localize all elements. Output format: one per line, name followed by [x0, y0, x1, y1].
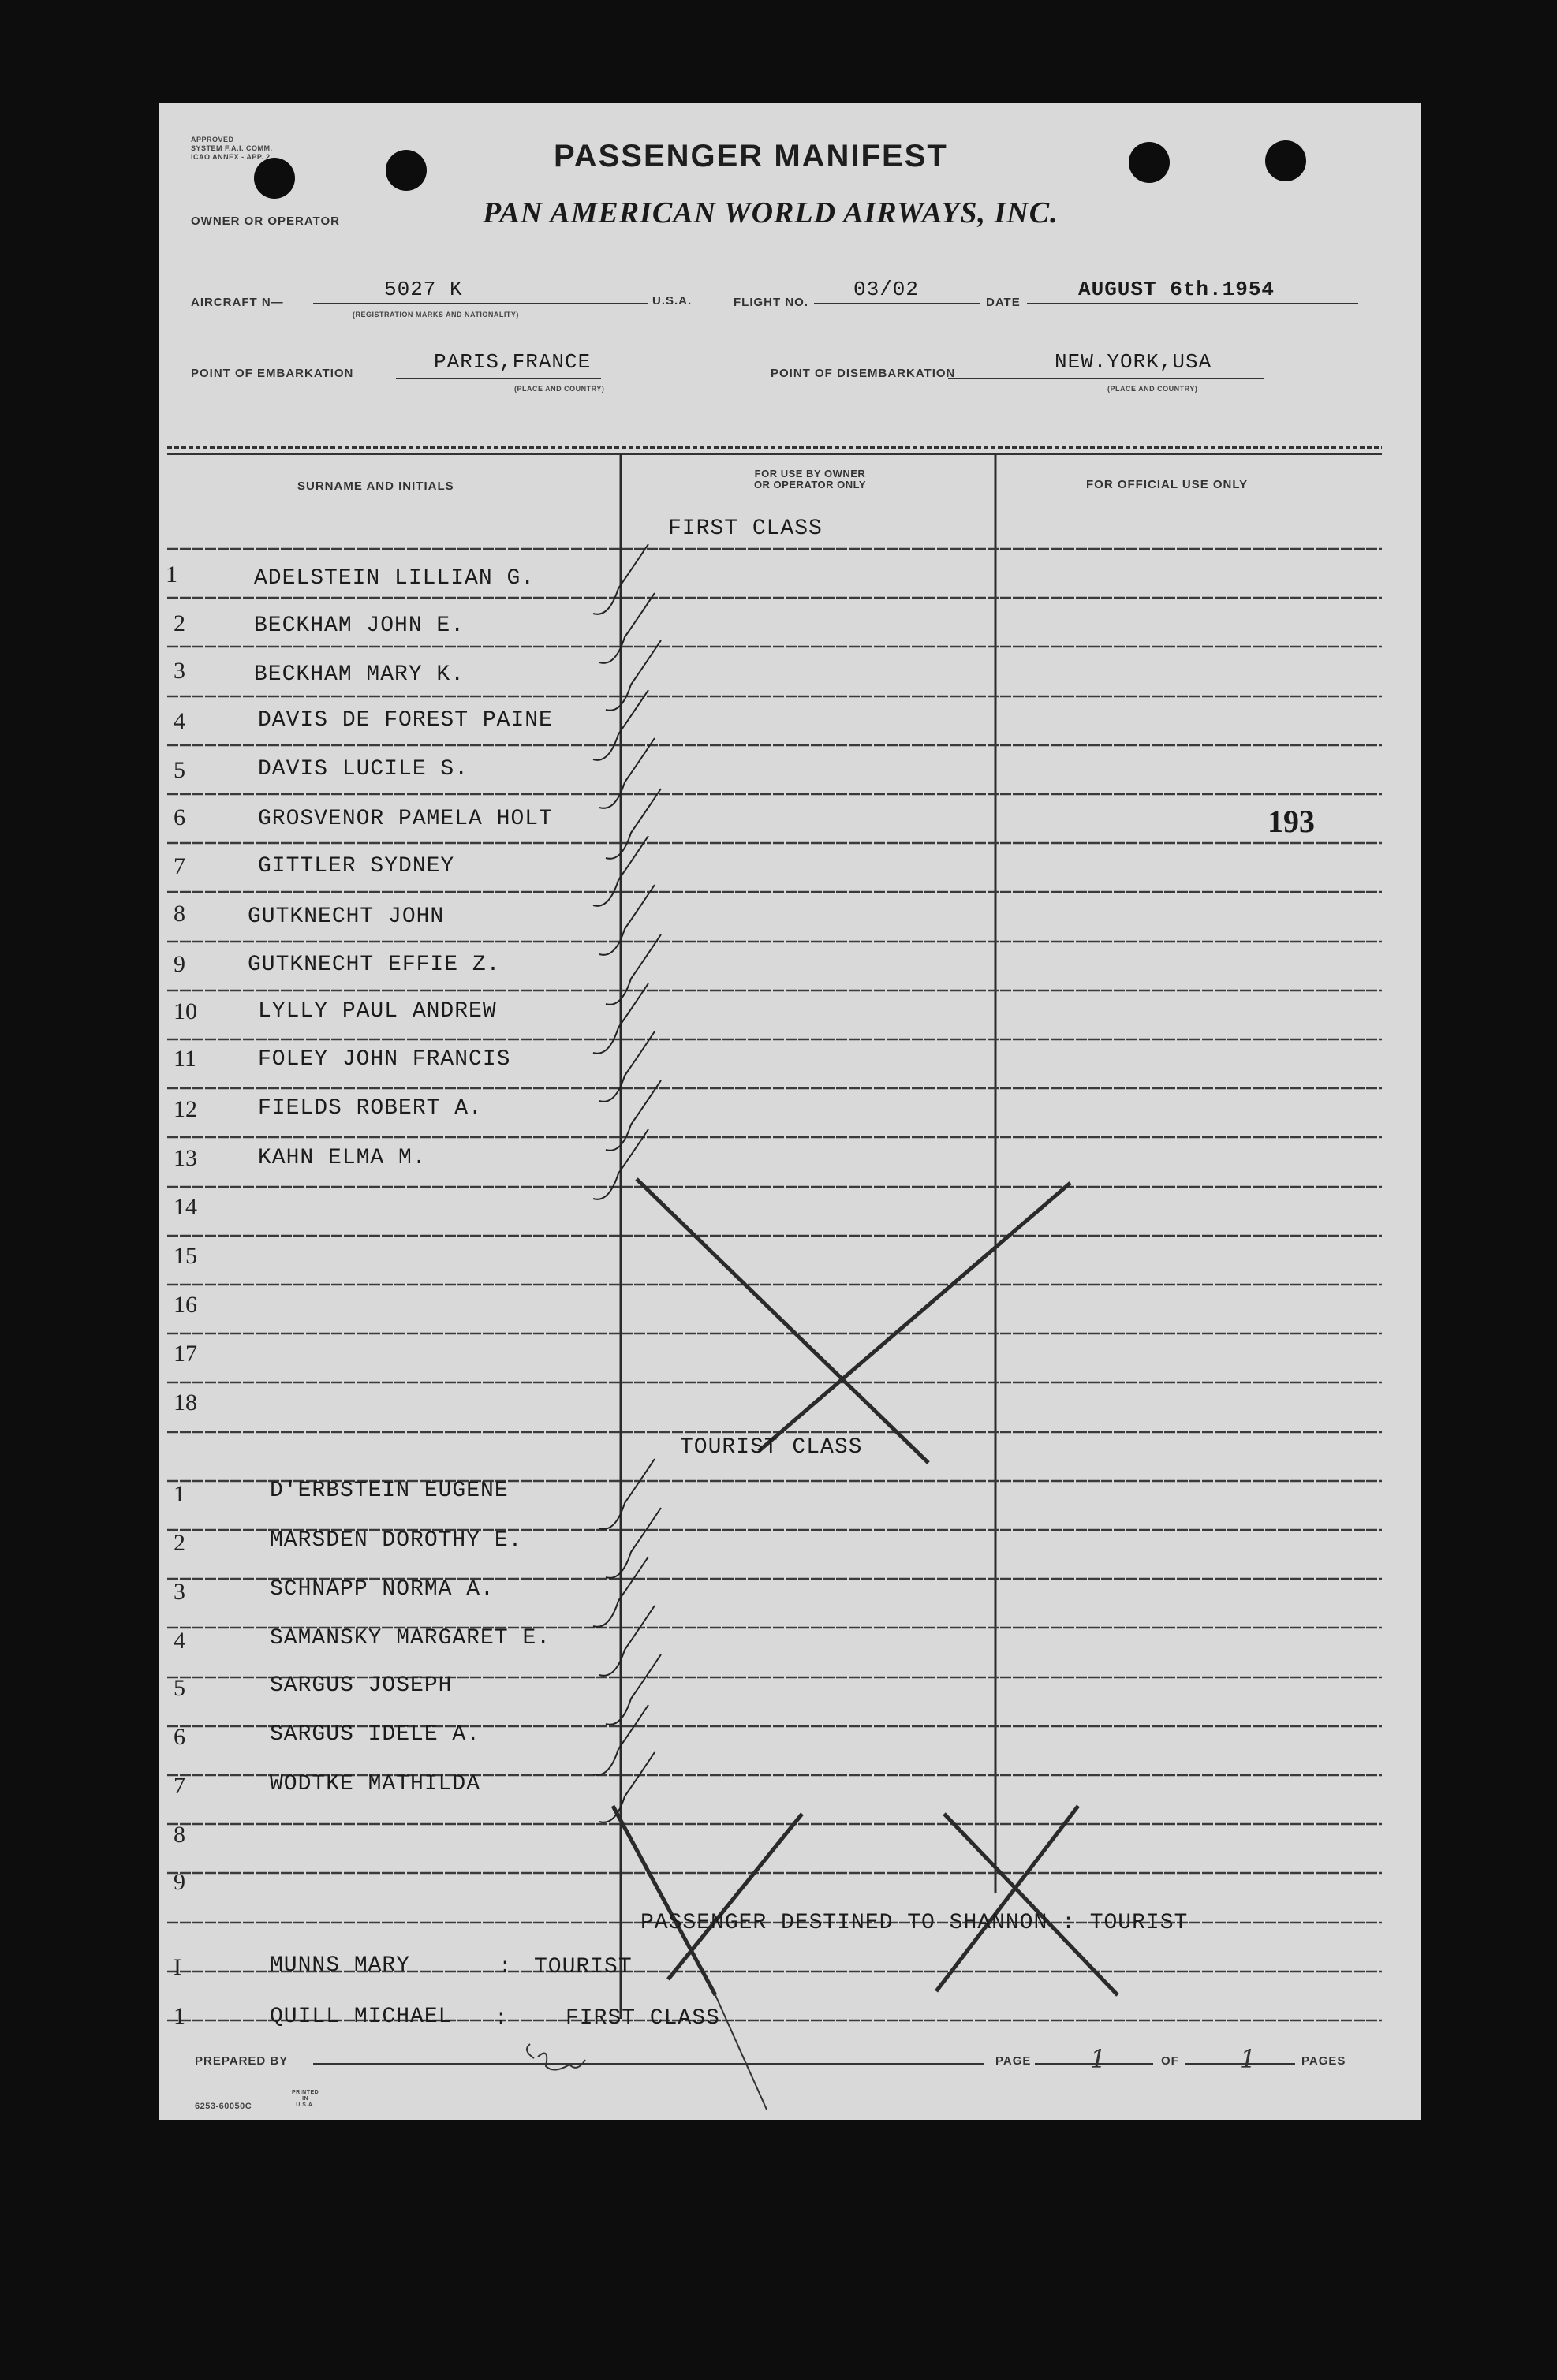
passenger-class: TOURIST — [534, 1955, 633, 1979]
row-number: 9 — [174, 951, 185, 977]
punch-hole — [254, 158, 295, 199]
row-number: 4 — [174, 1628, 185, 1654]
col-header-owner: FOR USE BY OWNER OR OPERATOR ONLY — [753, 468, 867, 491]
check-mark — [599, 738, 655, 808]
of-label: OF — [1161, 2054, 1179, 2068]
row-number: 8 — [174, 901, 185, 927]
shannon-note: PASSENGER DESTINED TO SHANNON : TOURIST — [640, 1911, 1189, 1935]
embark-label: POINT OF EMBARKATION — [191, 367, 354, 380]
passenger-name: ADELSTEIN LILLIAN G. — [254, 566, 536, 591]
cross-out-mark — [759, 1183, 1070, 1451]
passenger-name: KAHN ELMA M. — [258, 1146, 427, 1170]
check-mark — [606, 1508, 661, 1578]
cross-out-mark — [668, 1814, 802, 1979]
row-number: 5 — [174, 1675, 185, 1701]
passenger-name: WODTKE MATHILDA — [270, 1772, 481, 1796]
row-number: 9 — [174, 1869, 185, 1895]
row-number: 16 — [174, 1292, 197, 1318]
passenger-name: LYLLY PAUL ANDREW — [258, 999, 497, 1024]
check-mark — [606, 1654, 661, 1725]
first-class-heading: FIRST CLASS — [668, 517, 823, 541]
passenger-name: MUNNS MARY — [270, 1953, 411, 1978]
check-mark — [599, 1459, 655, 1529]
aircraft-value: 5027 K — [384, 278, 463, 301]
row-number: 1 — [166, 561, 177, 588]
official-number: 193 — [1268, 804, 1315, 839]
flight-value: 03/02 — [853, 278, 920, 301]
passenger-name: GUTKNECHT EFFIE Z. — [248, 953, 501, 977]
passenger-name: SARGUS IDELE A. — [270, 1722, 481, 1747]
cross-out-mark — [637, 1179, 928, 1463]
passenger-name: GITTLER SYDNEY — [258, 854, 455, 879]
disembark-label: POINT OF DISEMBARKATION — [771, 367, 956, 380]
passenger-name: SCHNAPP NORMA A. — [270, 1577, 495, 1602]
row-number: 1 — [174, 2003, 185, 2029]
form-title: PASSENGER MANIFEST — [554, 139, 948, 173]
check-mark — [599, 1752, 655, 1822]
passenger-name: DAVIS LUCILE S. — [258, 757, 469, 782]
approval-note: APPROVED SYSTEM F.A.I. COMM. ICAO ANNEX - APP. 2 — [191, 136, 273, 161]
row-number: 17 — [174, 1341, 197, 1367]
manifest-page — [159, 103, 1421, 2120]
punch-hole — [1129, 142, 1170, 183]
check-mark — [606, 789, 661, 859]
separator: : — [495, 2006, 509, 2031]
row-number: 3 — [174, 1579, 185, 1605]
separator: : — [498, 1955, 513, 1979]
row-number: 11 — [174, 1046, 196, 1072]
tourist-class-heading: TOURIST CLASS — [680, 1435, 863, 1460]
check-mark — [599, 1031, 655, 1102]
registration-note: (REGISTRATION MARKS AND NATIONALITY) — [353, 311, 519, 319]
usa-label: U.S.A. — [652, 294, 693, 308]
row-number: 7 — [174, 853, 185, 879]
row-number: 6 — [174, 1724, 185, 1750]
row-number: 3 — [174, 658, 185, 684]
passenger-name: GROSVENOR PAMELA HOLT — [258, 807, 553, 831]
date-value: AUGUST 6th.1954 — [1078, 278, 1275, 301]
row-number: 10 — [174, 998, 197, 1024]
row-number: 1 — [174, 1481, 185, 1507]
airline-logo: PAN AMERICAN WORLD AIRWAYS, INC. — [483, 196, 1059, 229]
check-mark — [606, 640, 661, 711]
check-mark — [606, 1080, 661, 1151]
passenger-class: FIRST CLASS — [566, 2006, 720, 2031]
cross-out-mark — [936, 1806, 1078, 1991]
passenger-name: DAVIS DE FOREST PAINE — [258, 708, 553, 733]
passenger-name: GUTKNECHT JOHN — [248, 905, 445, 929]
page-total: 1 — [1240, 2044, 1256, 2074]
check-mark — [599, 1606, 655, 1676]
row-number: 5 — [174, 757, 185, 783]
passenger-name: MARSDEN DOROTHY E. — [270, 1528, 523, 1553]
punch-hole — [1265, 140, 1306, 181]
passenger-name: FOLEY JOHN FRANCIS — [258, 1047, 511, 1072]
page-label: PAGE — [995, 2054, 1032, 2068]
passenger-name: FIELDS ROBERT A. — [258, 1096, 483, 1121]
passenger-name: BECKHAM MARY K. — [254, 662, 465, 687]
row-number: 18 — [174, 1390, 197, 1416]
row-number: 14 — [174, 1194, 197, 1220]
disembark-value: NEW.YORK,USA — [1055, 350, 1212, 374]
aircraft-label: AIRCRAFT N— — [191, 296, 284, 309]
row-number: 13 — [174, 1145, 197, 1171]
passenger-name: BECKHAM JOHN E. — [254, 614, 465, 638]
row-number: 6 — [174, 804, 185, 830]
check-mark — [606, 934, 661, 1005]
embark-place-note: (PLACE AND COUNTRY) — [514, 385, 605, 393]
disembark-place-note: (PLACE AND COUNTRY) — [1107, 385, 1198, 393]
row-number: 8 — [174, 1822, 185, 1848]
col-header-official: FOR OFFICIAL USE ONLY — [1086, 478, 1249, 491]
passenger-name: QUILL MICHAEL — [270, 2005, 453, 2029]
page-number: 1 — [1090, 2044, 1107, 2074]
row-number: 12 — [174, 1096, 197, 1122]
cross-out-mark — [715, 1995, 767, 2110]
punch-hole — [386, 150, 427, 191]
passenger-name: D'ERBSTEIN EUGENE — [270, 1479, 509, 1503]
flight-label: FLIGHT NO. — [734, 296, 808, 309]
check-mark — [599, 885, 655, 955]
cross-out-mark — [944, 1814, 1118, 1995]
check-mark — [599, 593, 655, 663]
col-header-surname: SURNAME AND INITIALS — [297, 479, 454, 493]
embark-value: PARIS,FRANCE — [434, 350, 592, 374]
row-number: 2 — [174, 610, 185, 636]
form-code: 6253-60050C — [195, 2102, 252, 2111]
initials-scribble — [527, 2044, 585, 2070]
owner-label: OWNER OR OPERATOR — [191, 214, 340, 228]
printed-stamp: PRINTED IN U.S.A. — [292, 2090, 319, 2108]
row-number: 7 — [174, 1773, 185, 1799]
row-number: I — [174, 1954, 181, 1980]
passenger-name: SAMANSKY MARGARET E. — [270, 1626, 551, 1651]
row-number: 4 — [174, 708, 185, 734]
row-number: 2 — [174, 1530, 185, 1556]
prepared-by-label: PREPARED BY — [195, 2054, 289, 2068]
row-number: 15 — [174, 1243, 197, 1269]
pages-label: PAGES — [1301, 2054, 1346, 2068]
passenger-name: SARGUS JOSEPH — [270, 1673, 453, 1698]
date-label: DATE — [986, 296, 1021, 309]
